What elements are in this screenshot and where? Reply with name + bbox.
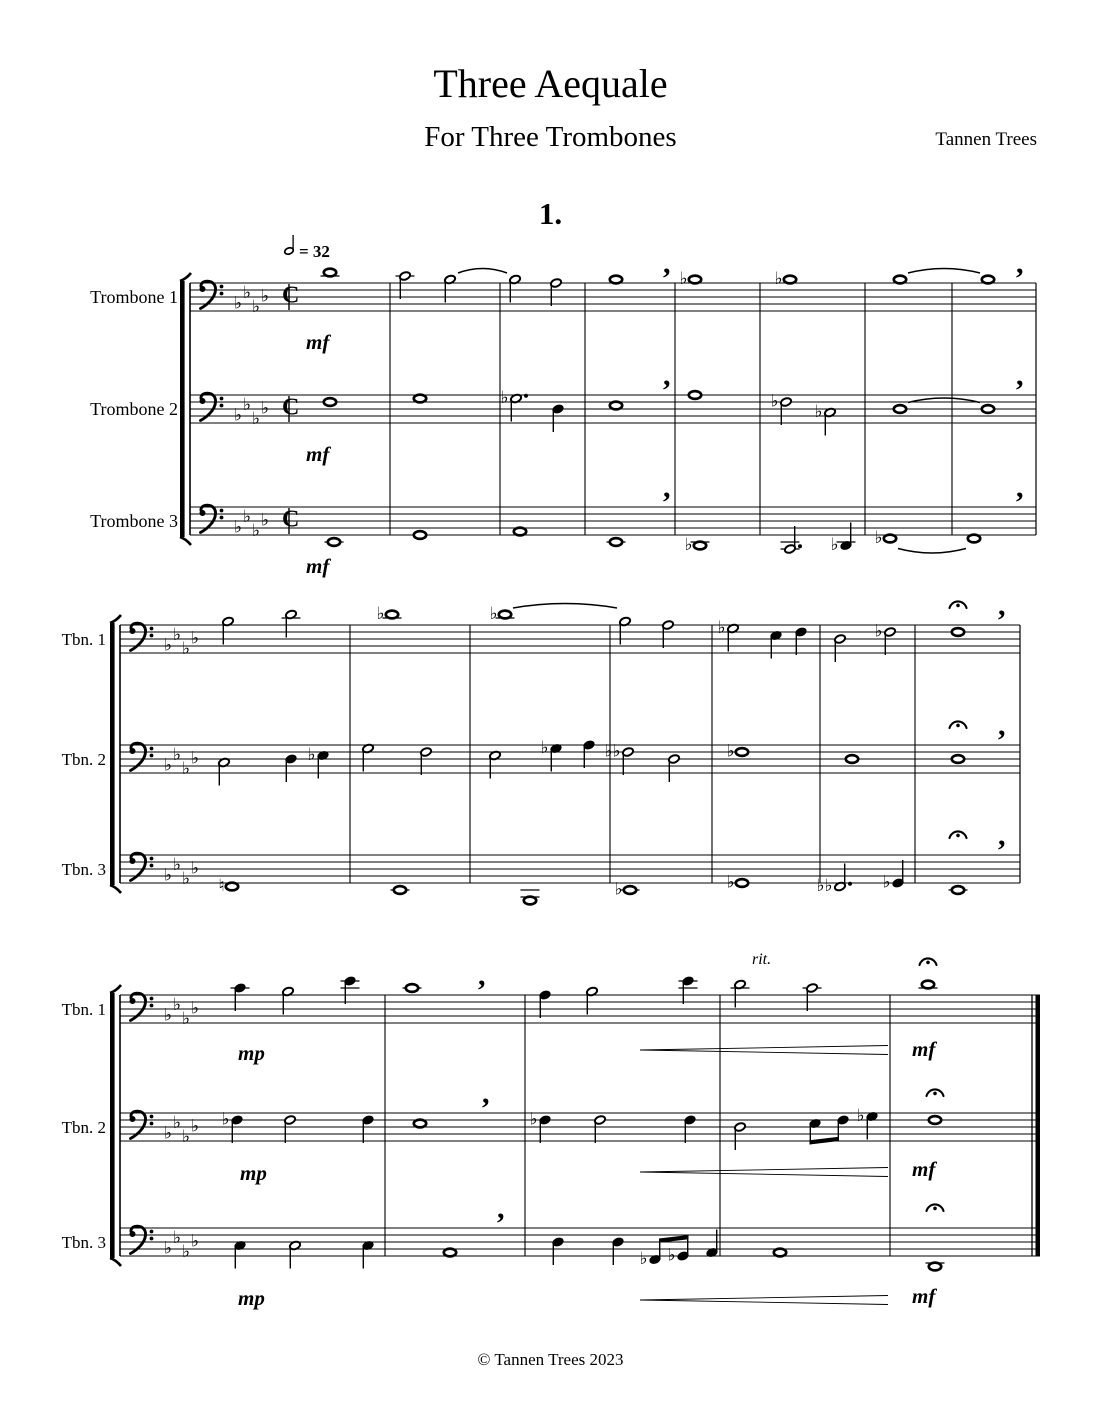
- system-bracket: [180, 281, 185, 537]
- note-whole: [736, 879, 748, 887]
- dynamic-marking: mf: [306, 554, 330, 578]
- natural-accidental: ♮: [218, 876, 225, 896]
- flat-accidental: ♭: [684, 535, 693, 555]
- note-whole: [694, 542, 706, 550]
- instrument-label: Tbn. 1: [61, 630, 106, 649]
- breath-mark: ,: [497, 1192, 505, 1225]
- tie: [513, 604, 617, 609]
- key-signature-flat: ♭: [252, 297, 261, 317]
- augmentation-dot: [848, 882, 852, 886]
- rit-marking: rit.: [752, 951, 772, 968]
- note-whole: [610, 538, 622, 546]
- key-signature-flat: ♭: [173, 625, 182, 645]
- key-signature-flat: ♭: [182, 759, 191, 779]
- system-bracket-hook: [110, 885, 121, 893]
- key-signature-flat: ♭: [173, 995, 182, 1015]
- breath-mark: ,: [1016, 359, 1024, 392]
- flat-accidental: ♭: [614, 879, 623, 900]
- key-signature-flat: ♭: [243, 507, 252, 527]
- bass-clef-dot: [220, 509, 224, 513]
- key-signature-flat: ♭: [191, 858, 200, 879]
- bass-clef-dot: [150, 857, 154, 861]
- key-signature-flat: ♭: [243, 283, 252, 303]
- note-whole: [736, 748, 748, 756]
- key-signature-flat: ♭: [182, 639, 191, 659]
- dynamic-marking: mf: [306, 442, 330, 466]
- tempo-marking: = 32: [299, 242, 330, 261]
- note-whole: [846, 755, 858, 763]
- bass-clef-dot: [220, 292, 224, 296]
- instrument-label: Tbn. 2: [61, 750, 106, 769]
- breath-mark: ,: [1016, 247, 1024, 280]
- note-whole: [226, 883, 238, 891]
- beam: [810, 1137, 840, 1145]
- flat-accidental: ♭: [500, 388, 509, 408]
- fermata-dot: [926, 961, 930, 965]
- note-whole: [610, 276, 622, 284]
- note-whole: [952, 755, 964, 763]
- page-subtitle: For Three Trombones: [424, 121, 677, 153]
- flat-accidental: ♭: [874, 528, 883, 548]
- instrument-label: Tbn. 3: [61, 860, 106, 879]
- flat-accidental: ♭: [717, 618, 726, 638]
- cut-time-signature: C: [282, 282, 300, 309]
- key-signature-flat: ♭: [234, 405, 243, 426]
- flat-accidental: ♭: [882, 872, 891, 893]
- bass-clef-dot: [220, 397, 224, 401]
- bass-clef-dot: [150, 1230, 154, 1234]
- note-whole: [406, 984, 418, 992]
- note-whole: [624, 886, 636, 894]
- hairpin-crescendo: [640, 1172, 888, 1177]
- note-whole: [414, 1120, 426, 1128]
- key-signature-flat: ♭: [191, 1231, 200, 1252]
- breath-mark: ,: [1016, 471, 1024, 504]
- key-signature-flat: ♭: [164, 865, 173, 886]
- flat-accidental: ♭: [221, 1109, 230, 1130]
- fermata-dot: [956, 604, 960, 608]
- system-bracket-hook: [110, 985, 121, 993]
- bass-clef-dot: [220, 285, 224, 289]
- instrument-label: Trombone 2: [90, 399, 178, 419]
- key-signature-flat: ♭: [164, 635, 173, 656]
- composer-name: Tannen Trees: [935, 129, 1037, 150]
- tie: [898, 549, 966, 554]
- fermata-dot: [956, 724, 960, 728]
- key-signature-flat: ♭: [182, 1242, 191, 1262]
- breath-mark: ,: [663, 471, 671, 504]
- note-whole: [328, 538, 340, 546]
- note-whole: [514, 528, 526, 536]
- flat-accidental: ♭: [814, 402, 823, 422]
- flat-accidental: ♭: [639, 1249, 648, 1269]
- key-signature-flat: ♭: [191, 1116, 200, 1137]
- page-title: Three Aequale: [433, 61, 668, 106]
- hairpin-crescendo: [640, 1050, 888, 1055]
- key-signature-flat: ♭: [261, 286, 270, 307]
- note-whole: [444, 1249, 456, 1257]
- breath-mark: ,: [998, 709, 1006, 742]
- system-bracket-hook: [180, 273, 191, 281]
- key-signature-flat: ♭: [173, 1228, 182, 1248]
- note-whole: [982, 276, 994, 284]
- dynamic-marking: mp: [238, 1041, 265, 1065]
- system-bracket: [110, 993, 115, 1258]
- augmentation-dot: [798, 544, 802, 548]
- dynamic-marking: mp: [240, 1161, 267, 1185]
- fermata-dot: [933, 1207, 937, 1211]
- cut-time-signature: C: [282, 506, 300, 533]
- copyright-footer: © Tannen Trees 2023: [477, 1350, 624, 1369]
- bass-clef-dot: [150, 1004, 154, 1008]
- key-signature-flat: ♭: [164, 1005, 173, 1026]
- double-flat-accidental: ♭♭: [604, 741, 621, 762]
- key-signature-flat: ♭: [234, 517, 243, 538]
- bass-clef-dot: [150, 864, 154, 868]
- note-whole: [689, 276, 701, 284]
- note-whole: [386, 611, 398, 619]
- bass-clef-dot: [150, 754, 154, 758]
- note-whole: [929, 1263, 941, 1271]
- instrument-label: Trombone 1: [90, 287, 178, 307]
- dynamic-marking: mf: [912, 1157, 936, 1181]
- note-whole: [922, 981, 934, 989]
- key-signature-flat: ♭: [191, 998, 200, 1019]
- flat-accidental: ♭: [830, 535, 839, 555]
- note-whole: [499, 611, 511, 619]
- note-whole: [968, 535, 980, 543]
- flat-accidental: ♭: [770, 391, 779, 412]
- note-whole: [414, 531, 426, 539]
- flat-accidental: ♭: [540, 738, 549, 758]
- flat-accidental: ♭: [489, 604, 498, 624]
- instrument-label: Trombone 3: [90, 511, 178, 531]
- bass-clef-dot: [150, 1115, 154, 1119]
- flat-accidental: ♭: [856, 1106, 865, 1126]
- note-whole: [952, 628, 964, 636]
- bass-clef-dot: [150, 747, 154, 751]
- note-whole: [689, 391, 701, 399]
- key-signature-flat: ♭: [261, 510, 270, 531]
- note-whole: [784, 276, 796, 284]
- key-signature-flat: ♭: [252, 521, 261, 541]
- instrument-label: Tbn. 1: [61, 1000, 106, 1019]
- tie: [908, 269, 980, 274]
- cut-time-signature: C: [282, 394, 300, 421]
- system-bracket-hook: [110, 1258, 121, 1266]
- system-bracket: [110, 623, 115, 885]
- bass-clef-dot: [150, 634, 154, 638]
- system-bracket-hook: [180, 537, 191, 545]
- bass-clef-dot: [220, 404, 224, 408]
- breath-mark: ,: [663, 359, 671, 392]
- fermata-dot: [956, 834, 960, 838]
- tie: [458, 269, 507, 274]
- dynamic-marking: mf: [912, 1284, 936, 1308]
- flat-accidental: ♭: [376, 604, 385, 624]
- note-whole: [524, 897, 536, 905]
- note-whole: [894, 276, 906, 284]
- key-signature-flat: ♭: [234, 293, 243, 314]
- note-whole: [324, 398, 336, 406]
- breath-mark: ,: [998, 819, 1006, 852]
- note-whole: [884, 535, 896, 543]
- hairpin-crescendo: [640, 1300, 888, 1305]
- note-whole: [394, 886, 406, 894]
- flat-accidental: ♭: [726, 741, 735, 762]
- key-signature-flat: ♭: [164, 1238, 173, 1259]
- bass-clef-dot: [150, 1122, 154, 1126]
- instrument-label: Tbn. 3: [61, 1233, 106, 1252]
- note-whole: [774, 1249, 786, 1257]
- system-bracket-hook: [110, 615, 121, 623]
- fermata-dot: [933, 1092, 937, 1096]
- note-whole: [414, 395, 426, 403]
- augmentation-dot: [524, 394, 528, 398]
- flat-accidental: ♭: [667, 1245, 676, 1266]
- key-signature-flat: ♭: [164, 755, 173, 776]
- hairpin-crescendo: [640, 1046, 888, 1051]
- key-signature-flat: ♭: [173, 745, 182, 765]
- note-whole: [952, 886, 964, 894]
- instrument-label: Tbn. 2: [61, 1118, 106, 1137]
- dynamic-marking: mf: [912, 1037, 936, 1061]
- hairpin-crescendo: [640, 1296, 888, 1301]
- key-signature-flat: ♭: [182, 869, 191, 889]
- breath-mark: ,: [663, 247, 671, 280]
- bass-clef-dot: [150, 627, 154, 631]
- breath-mark: ,: [482, 1077, 490, 1110]
- key-signature-flat: ♭: [182, 1127, 191, 1147]
- note-whole: [894, 405, 906, 413]
- note-whole: [929, 1116, 941, 1124]
- key-signature-flat: ♭: [191, 748, 200, 769]
- key-signature-flat: ♭: [173, 855, 182, 875]
- hairpin-crescendo: [640, 1168, 888, 1173]
- flat-accidental: ♭: [774, 269, 783, 289]
- bass-clef-dot: [150, 1237, 154, 1241]
- note-whole: [324, 269, 336, 277]
- final-barline-thick: [1036, 995, 1041, 1256]
- bass-clef-dot: [220, 516, 224, 520]
- note-whole: [982, 405, 994, 413]
- key-signature-flat: ♭: [182, 1009, 191, 1029]
- key-signature-flat: ♭: [261, 398, 270, 419]
- flat-accidental: ♭: [529, 1109, 538, 1130]
- flat-accidental: ♭: [726, 872, 735, 893]
- dynamic-marking: mf: [306, 330, 330, 354]
- double-flat-accidental: ♭♭: [816, 876, 833, 896]
- dynamic-marking: mp: [238, 1286, 265, 1310]
- flat-accidental: ♭: [874, 621, 883, 642]
- key-signature-flat: ♭: [173, 1113, 182, 1133]
- bass-clef-dot: [150, 997, 154, 1001]
- flat-accidental: ♭: [679, 269, 688, 289]
- key-signature-flat: ♭: [243, 395, 252, 415]
- key-signature-flat: ♭: [164, 1123, 173, 1144]
- key-signature-flat: ♭: [191, 628, 200, 649]
- key-signature-flat: ♭: [252, 409, 261, 429]
- breath-mark: ,: [478, 959, 486, 992]
- movement-number: 1.: [538, 196, 563, 231]
- breath-mark: ,: [998, 589, 1006, 622]
- note-whole: [610, 402, 622, 410]
- flat-accidental: ♭: [307, 745, 316, 765]
